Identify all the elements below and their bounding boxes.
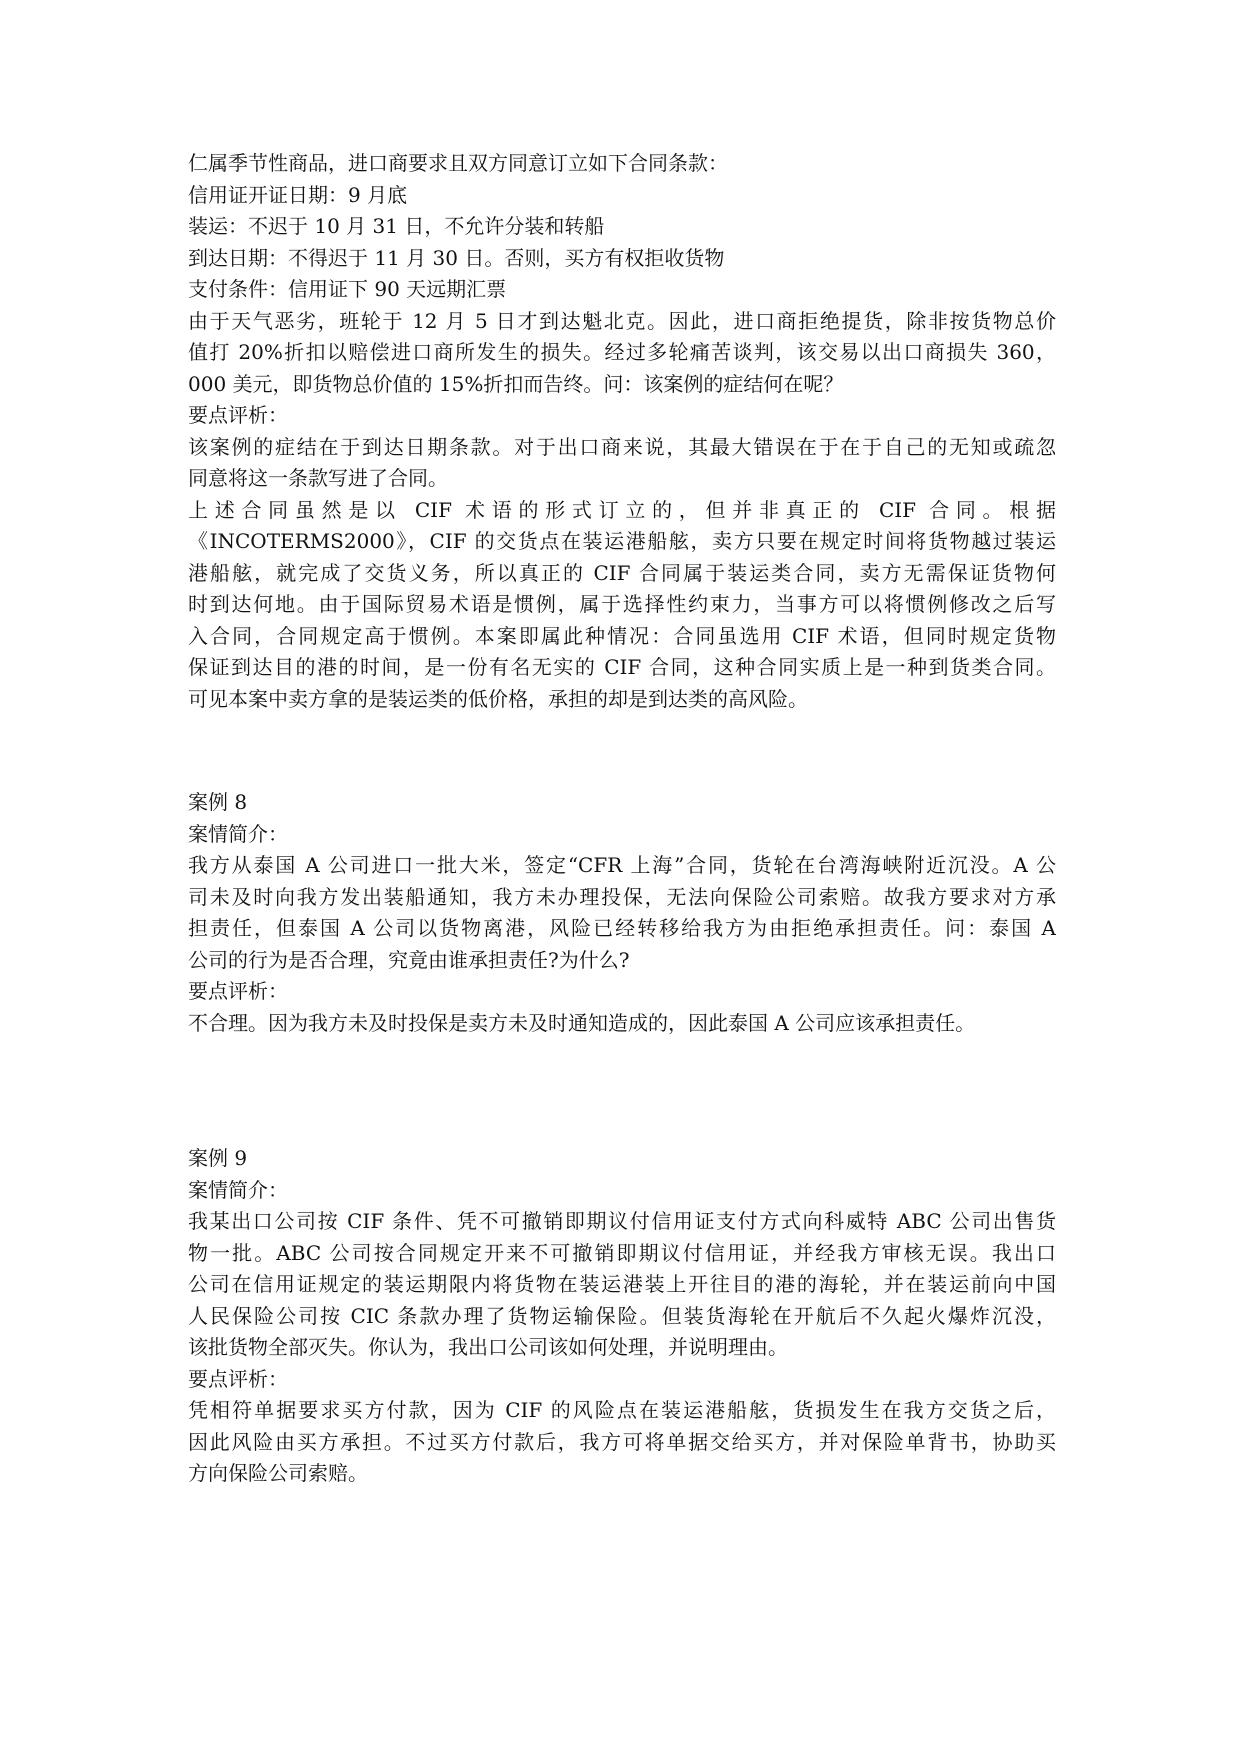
text-line: 凭相符单据要求买方付款，因为 CIF 的风险点在装运港船舷，货损发生在我方交货之后， [188, 1398, 1056, 1422]
text-line: 因此风险由买方承担。不过买方付款后，我方可将单据交给买方，并对保险单背书，协助买 [188, 1429, 1056, 1454]
text-line: 物一批。ABC 公司按合同规定开来不可撤销即期议付信用证，并经我方审核无误。我出口 [188, 1240, 1056, 1265]
text-line: 入合同，合同规定高于惯例。本案即属此种情况：合同虽选用 CIF 术语，但同时规定货物 [188, 623, 1056, 648]
text-line: 装运：不迟于 10 月 31 日，不允许分装和转船 [188, 214, 605, 238]
text-line: 担责任，但泰国 A 公司以货物离港，风险已经转移给我方为由拒绝承担责任。问：泰国 A [188, 916, 1056, 940]
text-line: 公司的行为是否合理，究竟由谁承担责任?为什么? [188, 947, 630, 972]
spacer [188, 1039, 1056, 1143]
text-line: 仁属季节性商品，进口商要求且双方同意订立如下合同条款： [188, 151, 728, 175]
text-line: 司未及时向我方发出装船通知，我方未办理投保，无法向保险公司索赔。故我方要求对方承 [188, 884, 1056, 909]
document-page [188, 148, 1056, 1490]
section-label: 要点评析： [188, 1366, 288, 1391]
text-line: 港船舷，就完成了交货义务，所以真正的 CIF 合同属于装运类合同，卖方无需保证货物何 [188, 560, 1056, 585]
text-line: 方向保险公司索赔。 [188, 1461, 368, 1485]
text-line: 值打 20%折扣以赔偿进口商所发生的损失。经过多轮痛苦谈判，该交易以出口商损失 360， [188, 340, 1056, 364]
case-title: 案例 8 [188, 790, 248, 814]
text-line: 保证到达目的港的时间，是一份有名无实的 CIF 合同，这种合同实质上是一种到货类合同。 [188, 655, 1056, 679]
text-line: 时到达何地。由于国际贸易术语是惯例，属于选择性约束力，当事方可以将惯例修改之后写 [188, 592, 1056, 616]
text-line: 公司在信用证规定的装运期限内将货物在装运港装上开往目的港的海轮，并在装运前向中国 [188, 1272, 1056, 1296]
section-label: 案情简介： [188, 1177, 288, 1202]
text-line: 到达日期：不得迟于 11 月 30 日。否则，买方有权拒收货物 [188, 245, 725, 270]
text-line: 可见本案中卖方拿的是装运类的低价格，承担的却是到达类的高风险。 [188, 686, 808, 711]
spacer [188, 715, 1056, 787]
text-line: 支付条件：信用证下 90 天远期汇票 [188, 277, 507, 301]
text-line: 该案例的症结在于到达日期条款。对于出口商来说，其最大错误在于在于自己的无知或疏忽 [188, 434, 1056, 459]
section-label: 要点评析： [188, 403, 288, 427]
section-label: 案情简介： [188, 821, 288, 846]
case-title: 案例 9 [188, 1146, 248, 1170]
text-line: 由于天气恶劣，班轮于 12 月 5 日才到达魁北克。因此，进口商拒绝提货，除非按货物总价 [188, 308, 1056, 333]
text-line: 该批货物全部灭失。你认为，我出口公司该如何处理，并说明理由。 [188, 1335, 788, 1359]
text-line: 不合理。因为我方未及时投保是卖方未及时通知造成的，因此泰国 A 公司应该承担责任。 [188, 1010, 976, 1035]
text-line: 我某出口公司按 CIF 条件、凭不可撤销即期议付信用证支付方式向科威特 ABC 公司出售货 [188, 1209, 1056, 1233]
text-line: 上述合同虽然是以 CIF 术语的形式订立的，但并非真正的 CIF 合同。根据 [188, 497, 1056, 522]
text-line: 信用证开证日期：9 月底 [188, 182, 408, 207]
text-line: 000 美元，即货物总价值的 15%折扣而告终。问：该案例的症结何在呢？ [188, 371, 844, 396]
text-line: 《INCOTERMS2000》，CIF 的交货点在装运港船舷，卖方只要在规定时间将货物越过装运 [188, 529, 1056, 553]
section-label: 要点评析： [188, 979, 288, 1003]
text-line: 人民保险公司按 CIC 条款办理了货物运输保险。但装货海轮在开航后不久起火爆炸沉没， [188, 1303, 1056, 1328]
text-line: 我方从泰国 A 公司进口一批大米，签定“CFR 上海”合同，货轮在台湾海峡附近沉没。A 公 [188, 853, 1056, 877]
text-line: 同意将这一条款写进了合同。 [188, 466, 448, 490]
